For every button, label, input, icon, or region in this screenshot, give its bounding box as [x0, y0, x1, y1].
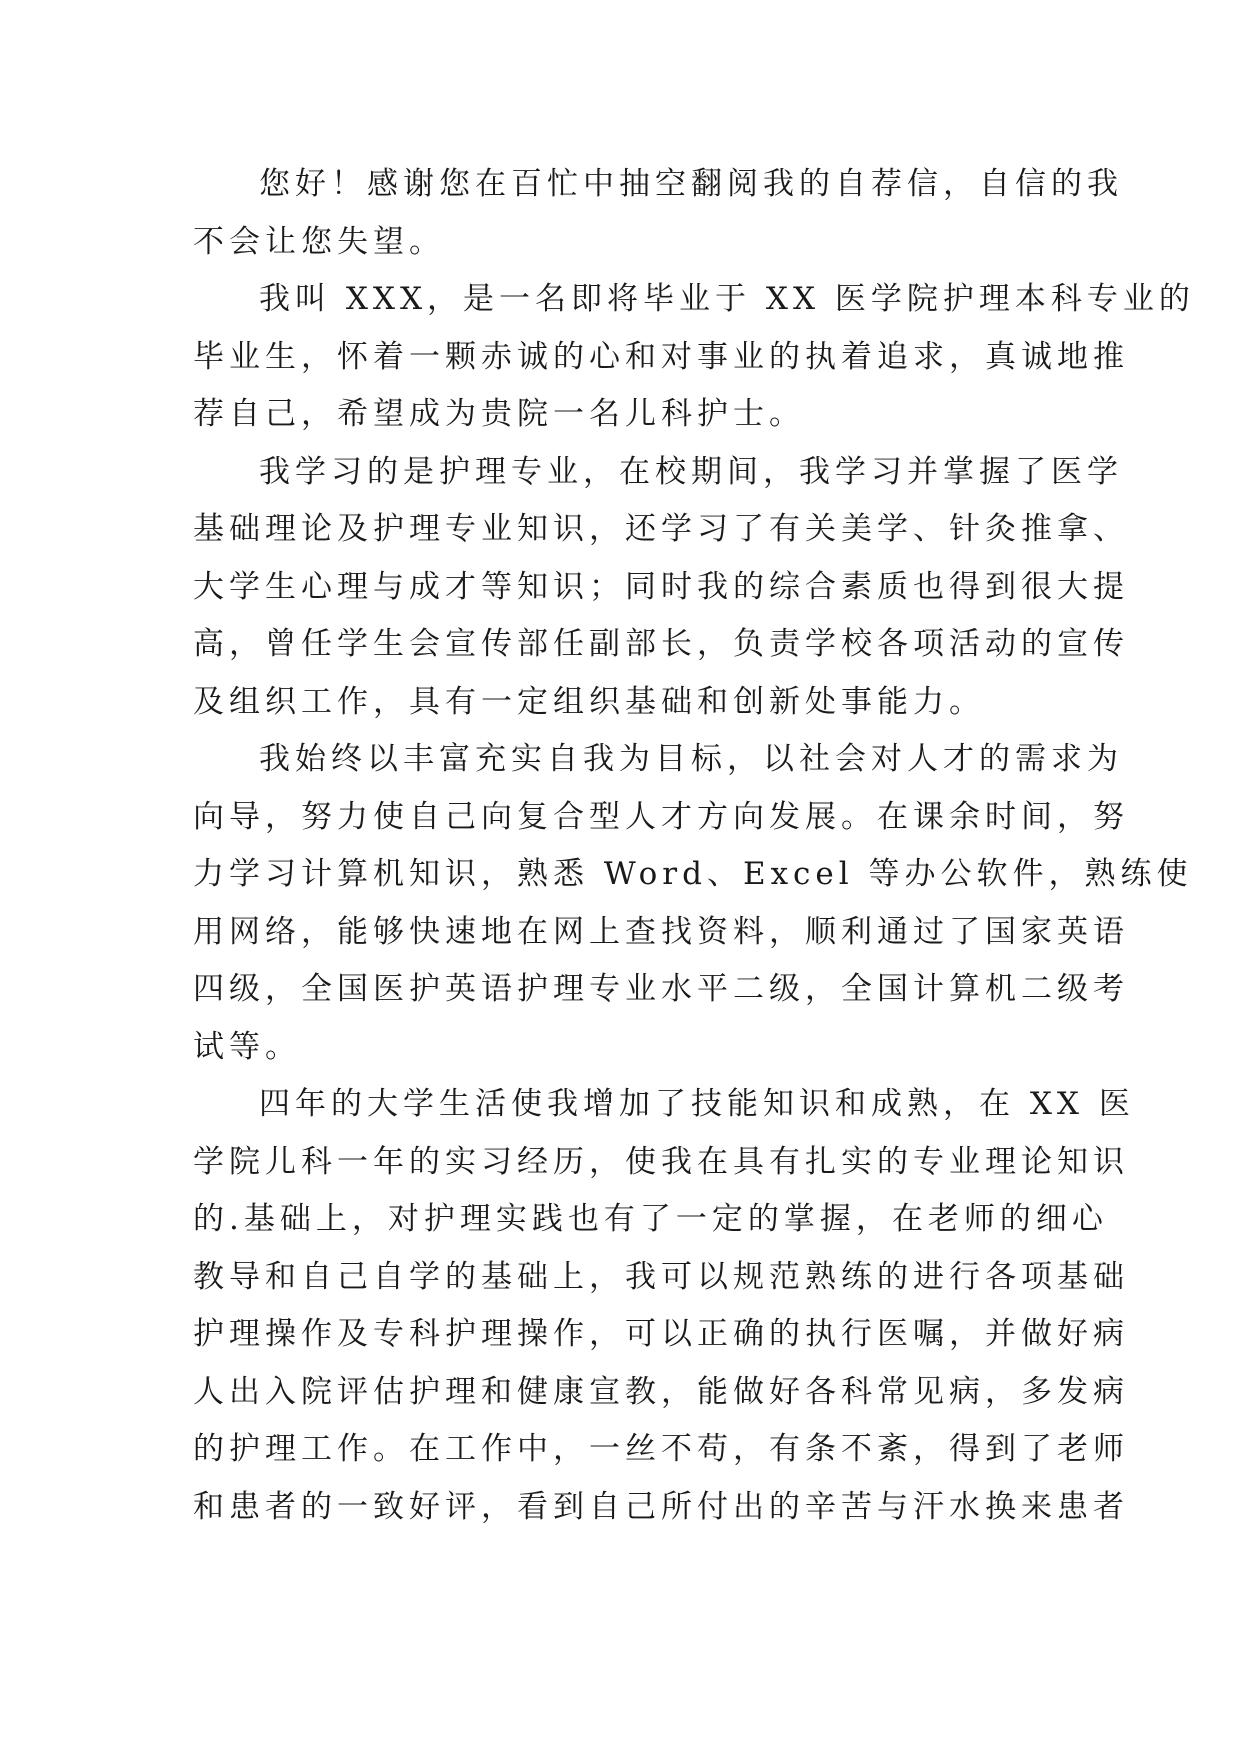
text-line: 荐自己，希望成为贵院一名儿科护士。 — [193, 396, 805, 432]
text-line: 试等。 — [193, 1028, 301, 1065]
text-line: 力学习计算机知识，熟悉 Word、Excel 等办公软件，熟练使 — [193, 856, 1193, 892]
text-line: 毕业生，怀着一颗赤诚的心和对事业的执着追求，真诚地推 — [193, 338, 1129, 375]
paragraph-first-line: 我学习的是护理专业，在校期间，我学习并掌握了医学 — [259, 453, 1123, 490]
text-line: 人出入院评估护理和健康宣教，能做好各科常见病，多发病 — [193, 1373, 1129, 1410]
text-line: 不会让您失望。 — [193, 223, 445, 260]
text-line: 及组织工作，具有一定组织基础和创新处事能力。 — [193, 683, 985, 720]
text-line: 四级，全国医护英语护理专业水平二级，全国计算机二级考 — [193, 971, 1129, 1007]
text-line: 用网络，能够快速地在网上查找资料，顺利通过了国家英语 — [193, 913, 1129, 950]
text-line: 向导，努力使自己向复合型人才方向发展。在课余时间，努 — [193, 798, 1129, 835]
text-line: 的护理工作。在工作中，一丝不苟，有条不紊，得到了老师 — [193, 1431, 1129, 1467]
text-line: 基础理论及护理专业知识，还学习了有关美学、针灸推拿、 — [193, 511, 1129, 547]
text-line: 大学生心理与成才等知识；同时我的综合素质也得到很大提 — [193, 568, 1129, 605]
text-line: 教导和自己自学的基础上，我可以规范熟练的进行各项基础 — [193, 1258, 1129, 1295]
paragraph-first-line: 您好！感谢您在百忙中抽空翻阅我的自荐信，自信的我 — [259, 166, 1123, 202]
paragraph-first-line: 我叫 XXX，是一名即将毕业于 XX 医学院护理本科专业的 — [259, 281, 1195, 317]
text-line: 和患者的一致好评，看到自己所付出的辛苦与汗水换来患者 — [193, 1488, 1129, 1525]
letter-body — [193, 156, 1195, 1536]
text-line: 护理操作及专科护理操作，可以正确的执行医嘱，并做好病 — [193, 1316, 1129, 1352]
text-line: 的.基础上，对护理实践也有了一定的掌握，在老师的细心 — [193, 1201, 1108, 1237]
text-line: 学院儿科一年的实习经历，使我在具有扎实的专业理论知识 — [193, 1143, 1129, 1180]
text-line: 高，曾任学生会宣传部任副部长，负责学校各项活动的宣传 — [193, 626, 1129, 662]
paragraph-first-line: 四年的大学生活使我增加了技能知识和成熟，在 XX 医 — [259, 1086, 1135, 1122]
paragraph-first-line: 我始终以丰富充实自我为目标，以社会对人才的需求为 — [259, 741, 1123, 777]
